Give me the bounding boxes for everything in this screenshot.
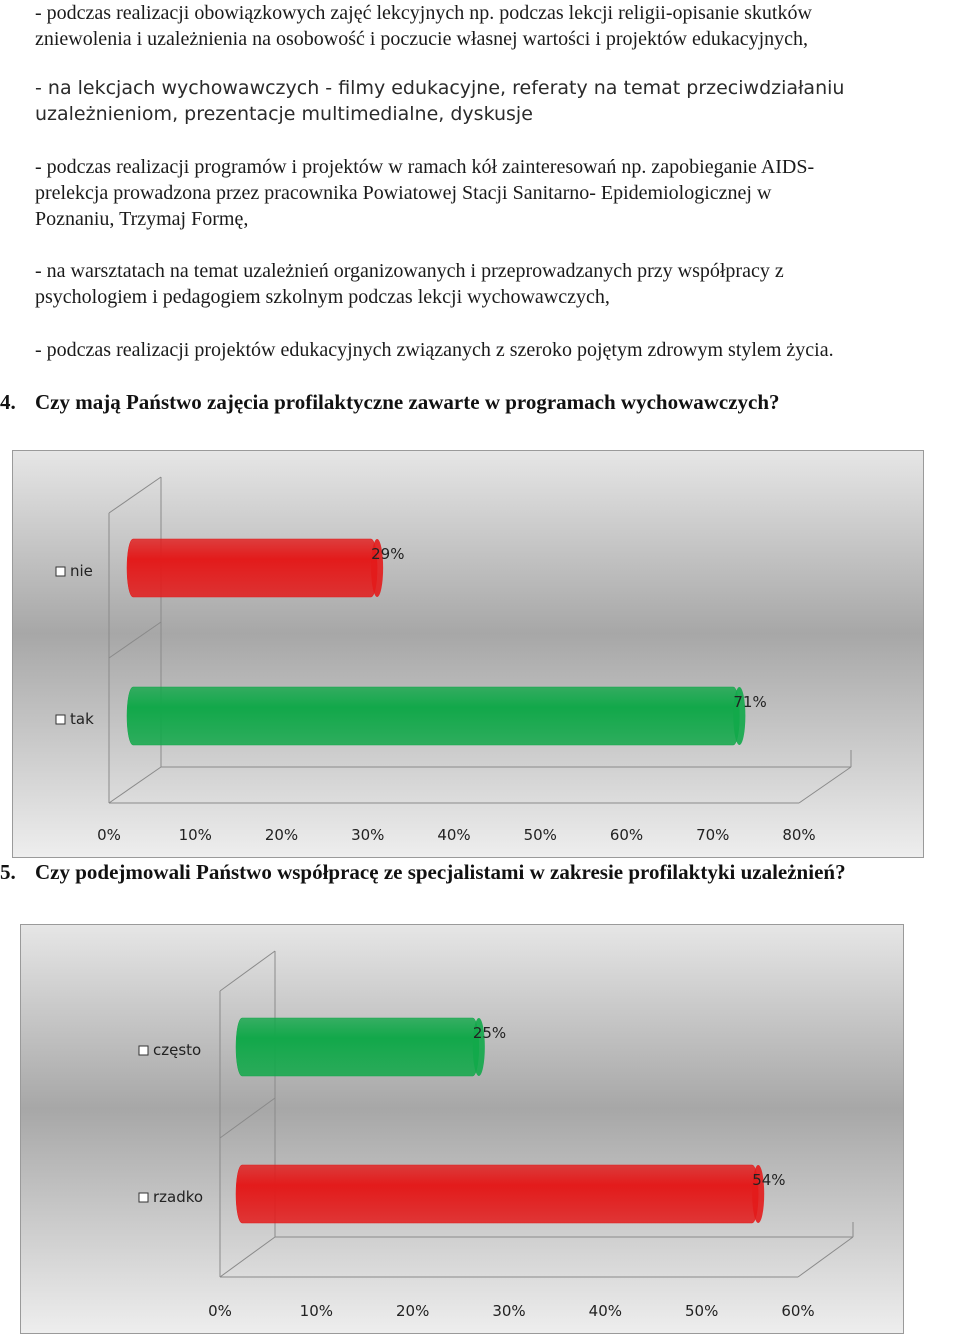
paragraph-5-line-1: - podczas realizacji projektów edukacyjnych związanych z szeroko pojętym zdrowym stylem życia. [35, 339, 834, 361]
c2-tick-label: 50% [684, 1302, 719, 1320]
c2-tick-label: 10% [299, 1302, 334, 1320]
c2-category-label: rzadko [153, 1188, 204, 1206]
question-5-heading [0, 859, 960, 885]
c1-category-marker [56, 567, 65, 576]
c2-category-marker [139, 1046, 148, 1055]
paragraph-1-line-2: zniewolenia i uzależnienia na osobowość i poczucie własnej wartości i projektów edukacyjnych, [35, 28, 809, 50]
paragraph-3 [35, 154, 960, 232]
c2-category-label: często [153, 1041, 202, 1059]
c1-bar-nie [127, 539, 377, 597]
c1-category-label: nie [70, 562, 93, 580]
c1-tick-label: 50% [523, 826, 557, 844]
c1-tick-label: 70% [696, 826, 730, 844]
c1-chart-background [13, 451, 924, 858]
c2-tick-label: 30% [492, 1302, 526, 1320]
c2-category-marker [139, 1193, 148, 1202]
c2-bar-często [236, 1018, 479, 1076]
c1-category-marker [56, 715, 65, 724]
c2-tick-label: 40% [588, 1302, 623, 1320]
question-5-text: Czy podejmowali Państwo współpracę ze specjalistami w zakresie profilaktyki uzależnień? [35, 860, 846, 884]
c2-tick-label: 20% [395, 1302, 430, 1320]
paragraph-4-line-2: psychologiem i pedagogiem szkolnym podczas lekcji wychowawczych, [35, 286, 610, 308]
c1-tick-label: 10% [178, 826, 212, 844]
c2-value-label: 25% [472, 1024, 507, 1042]
question-4-text: Czy mają Państwo zajęcia profilaktyczne zawarte w programach wychowawczych? [35, 390, 780, 414]
paragraph-2 [35, 75, 960, 127]
c2-tick-label: 0% [208, 1302, 232, 1320]
paragraph-3-line-3: Poznaniu, Trzymaj Formę, [35, 208, 249, 230]
c1-bar-tak [127, 687, 739, 745]
c1-tick-label: 20% [264, 826, 299, 844]
chart-question-5 [20, 924, 904, 1334]
paragraph-1 [35, 0, 960, 52]
paragraph-2-line-1: - na lekcjach wychowawczych - filmy edukacyjne, referaty na temat przeciwdziałaniu [35, 77, 845, 99]
c1-tick-label: 80% [782, 826, 816, 844]
c1-tick-label: 30% [351, 826, 385, 844]
paragraph-3-line-2: prelekcja prowadzona przez pracownika Powiatowej Stacji Sanitarno- Epidemiologicznej w [35, 182, 772, 204]
c1-category-label: tak [70, 710, 94, 728]
paragraph-1-line-1: - podczas realizacji obowiązkowych zajęć lekcyjnych np. podczas lekcji religii-opisanie skutków [35, 2, 812, 24]
paragraph-4-line-1: - na warsztatach na temat uzależnień organizowanych i przeprowadzanych przy współpracy z [35, 260, 784, 282]
paragraph-3-line-1: - podczas realizacji programów i projektów w ramach kół zainteresowań np. zapobieganie AIDS- [35, 156, 815, 178]
question-4-heading [0, 389, 960, 415]
c1-tick-label: 0% [97, 826, 121, 844]
c2-tick-label: 60% [781, 1302, 815, 1320]
c1-value-label: 71% [733, 693, 767, 711]
c1-tick-label: 60% [609, 826, 644, 844]
c2-bar-rzadko [236, 1165, 758, 1223]
paragraph-5 [35, 337, 960, 363]
chart-question-4 [12, 450, 924, 858]
question-5-number: 5. [0, 860, 16, 884]
paragraph-4 [35, 258, 960, 310]
question-4-number: 4. [0, 390, 16, 414]
c1-value-label: 29% [371, 545, 405, 563]
c2-value-label: 54% [752, 1171, 786, 1189]
paragraph-2-line-2: uzależnieniom, prezentacje multimedialne, dyskusje [35, 103, 533, 125]
c1-tick-label: 40% [437, 826, 471, 844]
c2-chart-background [21, 925, 904, 1334]
